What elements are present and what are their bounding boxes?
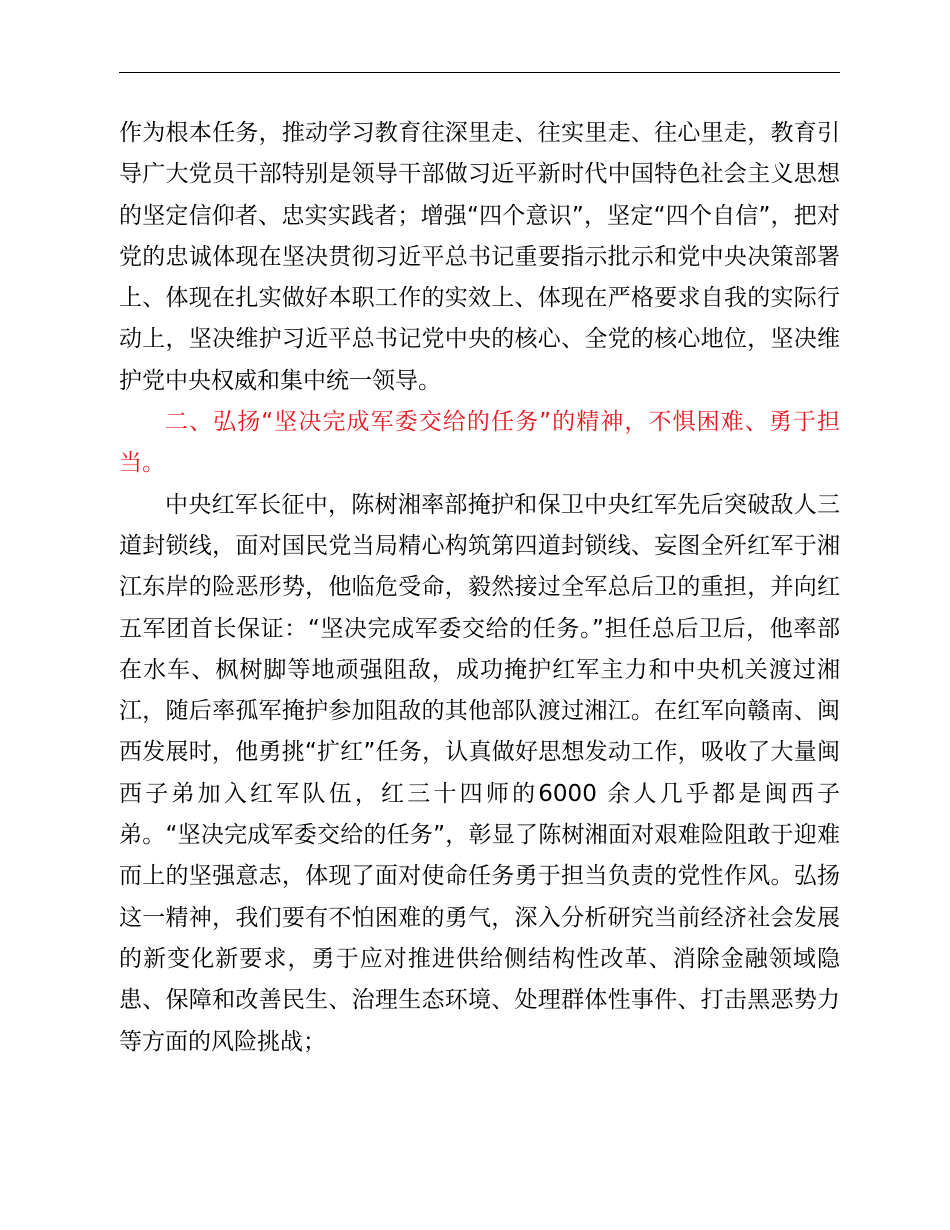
section-heading: 二、弘扬“坚决完成军委交给的任务”的精神，不惧困难、勇于担当。 xyxy=(119,409,840,477)
header-rule xyxy=(119,72,840,73)
document-body xyxy=(119,113,840,1063)
paragraph-continuation: 作为根本任务，推动学习教育往深里走、往实里走、往心里走，教育引导广大党员干部特别是领导干部做习近平新时代中国特色社会主义思想的坚定信仰者、忠实实践者；增强“四个意识”，坚定“四个自信”，把对党的忠诚体现在坚决贯彻习近平总书记重要指示批示和党中央决策部署上、体现在扎实做好本职工作的实效上、体现在严格要求自我的实际行动上，坚决维护习近平总书记党中央的核心、全党的核心地位，坚决维护党中央权威和集中统一领导。 xyxy=(119,120,840,394)
paragraph-body: 中央红军长征中，陈树湘率部掩护和保卫中央红军先后突破敌人三道封锁线，面对国民党当局精心构筑第四道封锁线、妄图全歼红军于湘江东岸的险恶形势，他临危受命，毅然接过全军总后卫的重担，并向红五军团首长保证：“坚决完成军委交给的任务。”担任总后卫后，他率部在水车、枫树脚等地顽强阻敌，成功掩护红军主力和中央机关渡过湘江，随后率孤军掩护参加阻敌的其他部队渡过湘江。在红军向赣南、闽西发展时，他勇挑“扩红”任务，认真做好思想发动工作，吸收了大量闽西子弟加入红军队伍，红三十四师的6000 余人几乎都是闽西子弟。“坚决完成军委交给的任务”，彰显了陈树湘面对艰难险阻敢于迎难而上的坚强意志，体现了面对使命任务勇于担当负责的党性作风。弘扬这一精神，我们要有不怕困难的勇气，深入分析研究当前经济社会发展的新变化新要求，勇于应对推进供给侧结构性改革、消除金融领域隐患、保障和改善民生、治理生态环境、处理群体性事件、打击黑恶势力等方面的风险挑战； xyxy=(119,491,840,1055)
